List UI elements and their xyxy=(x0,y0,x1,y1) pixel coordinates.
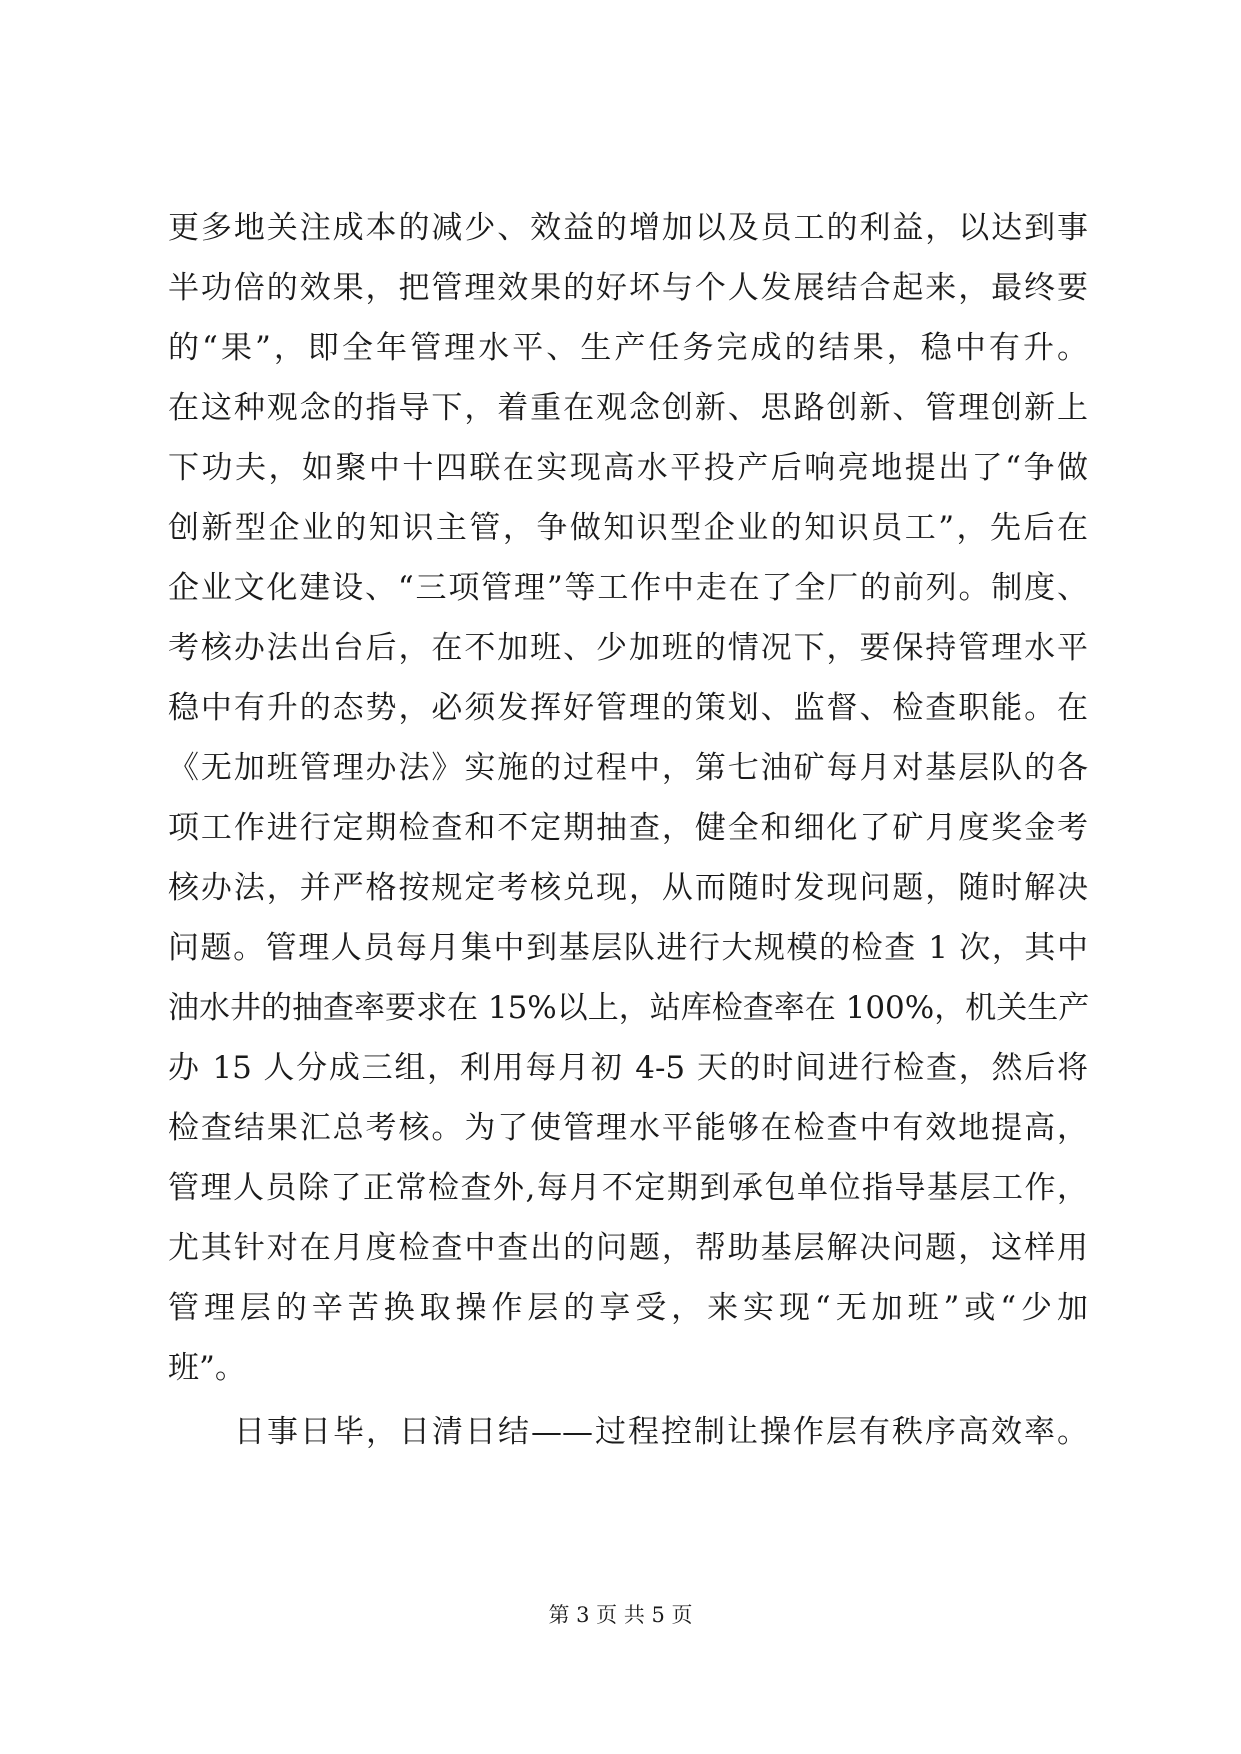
paragraph-line: 企业文化建设、“三项管理”等工作中走在了全厂的前列。制度、 xyxy=(168,570,1088,606)
paragraph-line: 核办法，并严格按规定考核兑现，从而随时发现问题，随时解决 xyxy=(168,870,1088,906)
paragraph-line: 《无加班管理办法》实施的过程中，第七油矿每月对基层队的各 xyxy=(168,750,1088,786)
page-number-footer: 第 3 页 共 5 页 xyxy=(548,1603,693,1627)
paragraph-line: 管理层的辛苦换取操作层的享受，来实现“无加班”或“少加 xyxy=(168,1290,1088,1326)
paragraph-line: 办 15 人分成三组，利用每月初 4-5 天的时间进行检查，然后将 xyxy=(168,1050,1088,1086)
paragraph-line: 稳中有升的态势，必须发挥好管理的策划、监督、检查职能。在 xyxy=(168,690,1088,726)
paragraph-line: 更多地关注成本的减少、效益的增加以及员工的利益，以达到事 xyxy=(168,210,1088,246)
paragraph-line: 下功夫，如聚中十四联在实现高水平投产后响亮地提出了“争做 xyxy=(168,450,1088,486)
paragraph-line: 班”。 xyxy=(168,1350,246,1386)
paragraph-line: 创新型企业的知识主管，争做知识型企业的知识员工”，先后在 xyxy=(168,510,1088,546)
paragraph-line: 尤其针对在月度检查中查出的问题，帮助基层解决问题，这样用 xyxy=(168,1230,1088,1266)
paragraph-line: 问题。管理人员每月集中到基层队进行大规模的检查 1 次，其中 xyxy=(168,930,1088,966)
paragraph-line: 项工作进行定期检查和不定期抽查，健全和细化了矿月度奖金考 xyxy=(168,810,1088,846)
paragraph-heading-line: 日事日毕，日清日结——过程控制让操作层有秩序高效率。 xyxy=(234,1414,1088,1450)
paragraph-line: 在这种观念的指导下，着重在观念创新、思路创新、管理创新上 xyxy=(168,390,1088,426)
paragraph-line: 油水井的抽查率要求在 15%以上，站库检查率在 100%，机关生产 xyxy=(168,990,1090,1026)
paragraph-line: 半功倍的效果，把管理效果的好坏与个人发展结合起来，最终要 xyxy=(168,270,1088,306)
paragraph-line: 的“果”，即全年管理水平、生产任务完成的结果，稳中有升。 xyxy=(168,330,1088,366)
paragraph-line: 管理人员除了正常检查外,每月不定期到承包单位指导基层工作， xyxy=(168,1170,1088,1206)
paragraph-line: 检查结果汇总考核。为了使管理水平能够在检查中有效地提高， xyxy=(168,1110,1088,1146)
paragraph-line: 考核办法出台后，在不加班、少加班的情况下，要保持管理水平 xyxy=(168,630,1088,666)
